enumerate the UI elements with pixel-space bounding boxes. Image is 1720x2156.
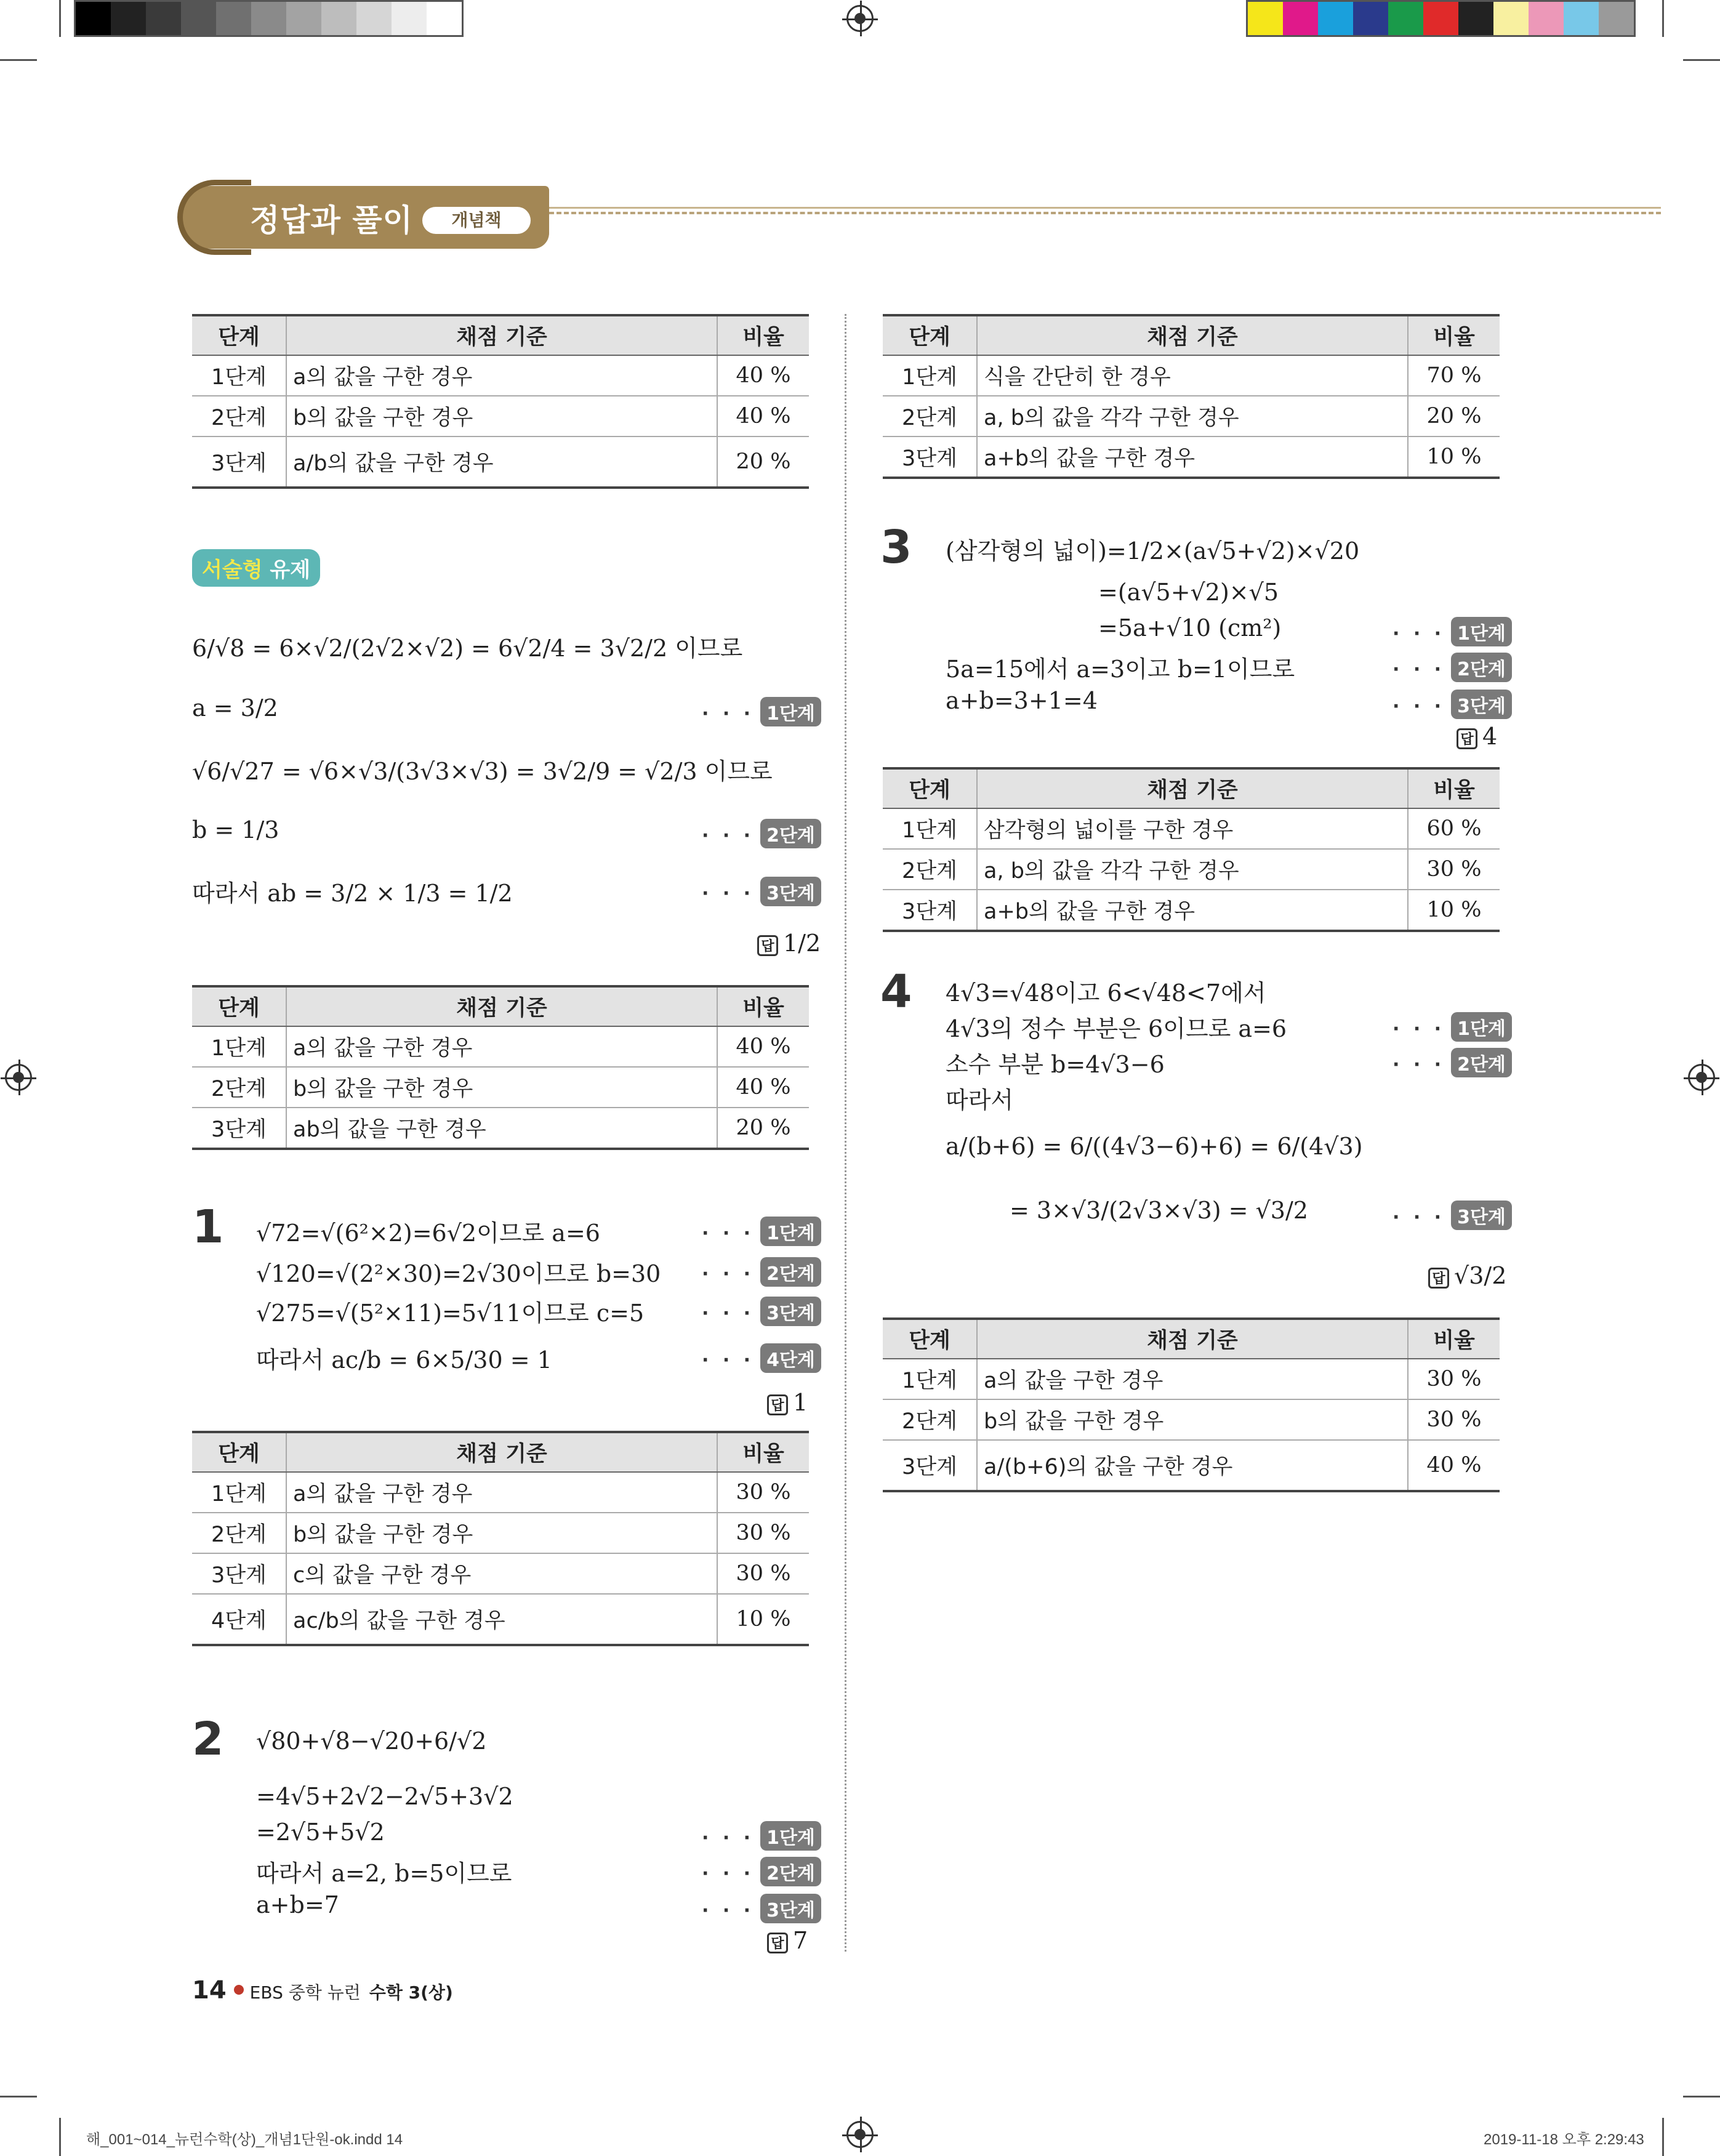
ratio-cell: 40 % <box>1408 1440 1500 1491</box>
table-row <box>192 1108 809 1149</box>
registration-mark-bottom <box>846 2121 874 2148</box>
answer-value: √3/2 <box>1454 1262 1507 1289</box>
stage-cell: 2단계 <box>192 1513 286 1553</box>
answer-value: 4 <box>1482 723 1498 750</box>
step-badge: 2단계 <box>760 819 821 848</box>
stage-cell: 3단계 <box>883 436 977 478</box>
criterion-cell: a의 값을 구한 경우 <box>286 1472 717 1513</box>
solution-line: 따라서 ac/b = 6×5/30 = 1 <box>256 1346 552 1374</box>
swatch <box>76 2 111 35</box>
stage-cell: 3단계 <box>192 436 286 488</box>
table-row <box>883 1399 1500 1440</box>
exercise-tag <box>192 549 320 587</box>
table-row <box>192 1553 809 1594</box>
col-header: 비율 <box>717 315 809 355</box>
page-footer <box>192 1976 453 2005</box>
header-rule <box>549 207 1661 209</box>
slug-file: 해_001~014_뉴런수학(상)_개념1단원-ok.indd 14 <box>86 2131 403 2148</box>
answer-value: 1/2 <box>783 930 821 957</box>
problem-number: 4 <box>880 965 912 1018</box>
crop-mark <box>1683 59 1720 61</box>
swatch <box>356 2 392 35</box>
table-row <box>192 1026 809 1067</box>
step-badge: 3단계 <box>760 1894 821 1923</box>
swatch <box>1388 2 1423 35</box>
ratio-cell: 10 % <box>1408 890 1500 931</box>
answer-mark-icon: 답 <box>767 1933 788 1953</box>
stage-cell: 1단계 <box>883 1359 977 1399</box>
swatch <box>286 2 321 35</box>
scoring-table <box>192 1431 809 1646</box>
step-badge: 1단계 <box>1451 1012 1512 1042</box>
swatch <box>1599 2 1634 35</box>
step-marker: · · · 3단계 <box>1392 690 1512 719</box>
criterion-cell: a의 값을 구한 경우 <box>286 355 717 396</box>
header-arc <box>177 180 251 255</box>
step-badge: 3단계 <box>760 1297 821 1326</box>
stage-cell: 2단계 <box>883 396 977 436</box>
answer-mark-icon: 답 <box>1457 728 1477 749</box>
swatch <box>1423 2 1458 35</box>
swatch <box>1564 2 1599 35</box>
criterion-cell: a/b의 값을 구한 경우 <box>286 436 717 488</box>
col-header: 단계 <box>192 986 286 1026</box>
solution-line: √6/√27 = √6×√3/(3√3×√3) = 3√2/9 = √2/3 이므로 <box>192 758 773 785</box>
step-marker: · · · 1단계 <box>1392 1012 1512 1042</box>
bullet-icon <box>234 1985 244 1995</box>
step-marker: · · · 3단계 <box>1392 1201 1512 1230</box>
criterion-cell: a/(b+6)의 값을 구한 경우 <box>977 1440 1408 1491</box>
step-marker: · · · 2단계 <box>702 1857 821 1886</box>
step-marker: · · · 2단계 <box>1392 1048 1512 1077</box>
step-marker: · · · 3단계 <box>702 1297 821 1326</box>
tag-part1: 서술형 <box>202 558 263 582</box>
crop-mark <box>1683 2096 1720 2098</box>
registration-mark-right <box>1688 1064 1715 1091</box>
crop-mark <box>59 0 61 37</box>
table-row <box>883 1359 1500 1399</box>
problem-number: 1 <box>192 1201 224 1253</box>
swatch <box>181 2 216 35</box>
subject: 수학 3(상) <box>369 1982 453 2003</box>
problem-number: 3 <box>880 521 912 574</box>
scoring-table <box>883 314 1500 479</box>
stage-cell: 2단계 <box>883 849 977 890</box>
criterion-cell: a의 값을 구한 경우 <box>977 1359 1408 1399</box>
step-badge: 1단계 <box>760 697 821 726</box>
table-row <box>883 436 1500 478</box>
step-marker: · · · 2단계 <box>702 1257 821 1287</box>
swatch <box>1458 2 1493 35</box>
criterion-cell: a+b의 값을 구한 경우 <box>977 890 1408 931</box>
col-header: 비율 <box>717 1432 809 1472</box>
col-header: 단계 <box>192 315 286 355</box>
stage-cell: 1단계 <box>192 1472 286 1513</box>
col-header: 비율 <box>717 986 809 1026</box>
criterion-cell: ac/b의 값을 구한 경우 <box>286 1594 717 1645</box>
scoring-table <box>883 1317 1500 1492</box>
table-row <box>883 849 1500 890</box>
publisher: EBS 중학 뉴런 <box>249 1982 361 2003</box>
step-badge: 1단계 <box>1451 617 1512 646</box>
swatch <box>427 2 462 35</box>
col-header: 채점 기준 <box>286 315 717 355</box>
col-header: 단계 <box>883 315 977 355</box>
header-dashed-rule <box>549 212 1661 214</box>
crop-mark <box>1662 2118 1664 2156</box>
section-badge: 개념책 <box>422 207 531 234</box>
swatch <box>1283 2 1318 35</box>
table-row <box>883 808 1500 849</box>
swatch <box>1529 2 1564 35</box>
answer <box>1428 1262 1506 1289</box>
table-row <box>192 1472 809 1513</box>
slug-date: 2019-11-18 오후 2:29:43 <box>1484 2131 1644 2148</box>
solution-line: b = 1/3 <box>192 816 279 843</box>
answer-value: 7 <box>793 1927 808 1954</box>
step-badge: 4단계 <box>760 1343 821 1373</box>
ratio-cell: 40 % <box>717 355 809 396</box>
ratio-cell: 20 % <box>717 1108 809 1149</box>
stage-cell: 2단계 <box>192 1067 286 1108</box>
col-header: 비율 <box>1408 315 1500 355</box>
crop-mark <box>0 59 37 61</box>
crop-mark <box>0 2096 37 2098</box>
swatch <box>111 2 146 35</box>
swatch <box>1318 2 1353 35</box>
grayscale-bar <box>74 0 464 37</box>
table-row <box>192 1594 809 1645</box>
step-marker: · · · 1단계 <box>702 1821 821 1851</box>
scoring-table <box>192 985 809 1150</box>
scoring-table <box>192 314 809 489</box>
step-marker: · · · 1단계 <box>1392 617 1512 646</box>
step-badge: 2단계 <box>760 1857 821 1886</box>
stage-cell: 1단계 <box>883 355 977 396</box>
criterion-cell: a, b의 값을 각각 구한 경우 <box>977 396 1408 436</box>
stage-cell: 2단계 <box>192 396 286 436</box>
swatch <box>1248 2 1283 35</box>
page-number: 14 <box>192 1976 227 2005</box>
table-row <box>883 396 1500 436</box>
col-header: 채점 기준 <box>286 1432 717 1472</box>
solution-line: √120=√(2²×30)=2√30이므로 b=30 <box>256 1260 661 1287</box>
col-header: 채점 기준 <box>977 1319 1408 1359</box>
solution-line: 4√3의 정수 부분은 6이므로 a=6 <box>946 1015 1287 1042</box>
criterion-cell: 삼각형의 넓이를 구한 경우 <box>977 808 1408 849</box>
ratio-cell: 10 % <box>717 1594 809 1645</box>
solution-line: 소수 부분 b=4√3−6 <box>946 1051 1165 1078</box>
stage-cell: 3단계 <box>883 890 977 931</box>
ratio-cell: 30 % <box>1408 1399 1500 1440</box>
swatch <box>321 2 356 35</box>
table-row <box>192 1067 809 1108</box>
crop-mark <box>1662 0 1664 37</box>
col-header: 단계 <box>883 768 977 808</box>
step-badge: 2단계 <box>1451 653 1512 682</box>
swatch <box>216 2 251 35</box>
ratio-cell: 30 % <box>717 1472 809 1513</box>
swatch <box>146 2 181 35</box>
section-title: 정답과 풀이 <box>250 203 413 238</box>
step-badge: 3단계 <box>760 877 821 906</box>
col-header: 단계 <box>192 1432 286 1472</box>
ratio-cell: 40 % <box>717 1067 809 1108</box>
solution-line: √80+√8−√20+6/√2 <box>256 1728 487 1755</box>
swatch <box>1493 2 1529 35</box>
solution-line: 4√3=√48이고 6<√48<7에서 <box>946 979 1266 1007</box>
crop-mark <box>59 2118 61 2156</box>
solution-line: a+b=3+1=4 <box>946 687 1098 714</box>
answer <box>767 1927 808 1954</box>
table-row <box>192 355 809 396</box>
step-badge: 1단계 <box>760 1821 821 1851</box>
step-marker: · · · 3단계 <box>702 1894 821 1923</box>
solution-line: = 3×√3/(2√3×√3) = √3/2 <box>1010 1197 1308 1224</box>
col-header: 채점 기준 <box>977 768 1408 808</box>
stage-cell: 3단계 <box>883 1440 977 1491</box>
step-badge: 3단계 <box>1451 690 1512 719</box>
step-badge: 2단계 <box>1451 1048 1512 1077</box>
ratio-cell: 30 % <box>1408 849 1500 890</box>
answer <box>757 930 821 957</box>
ratio-cell: 60 % <box>1408 808 1500 849</box>
column-divider <box>845 314 846 1952</box>
ratio-cell: 40 % <box>717 396 809 436</box>
color-bar <box>1246 0 1636 37</box>
solution-line: (삼각형의 넓이)=1/2×(a√5+√2)×√20 <box>946 537 1360 565</box>
stage-cell: 3단계 <box>192 1553 286 1594</box>
table-row <box>883 1440 1500 1491</box>
col-header: 비율 <box>1408 1319 1500 1359</box>
solution-line: =4√5+2√2−2√5+3√2 <box>256 1783 513 1810</box>
answer-mark-icon: 답 <box>1428 1268 1449 1289</box>
solution-line: a = 3/2 <box>192 694 278 722</box>
stage-cell: 1단계 <box>883 808 977 849</box>
solution-line: 5a=15에서 a=3이고 b=1이므로 <box>946 656 1295 683</box>
criterion-cell: b의 값을 구한 경우 <box>286 1067 717 1108</box>
table-row <box>883 890 1500 931</box>
table-row <box>192 436 809 488</box>
problem-number: 2 <box>192 1713 224 1766</box>
step-marker: · · · 1단계 <box>702 1217 821 1246</box>
criterion-cell: b의 값을 구한 경우 <box>286 396 717 436</box>
ratio-cell: 20 % <box>1408 396 1500 436</box>
ratio-cell: 30 % <box>717 1553 809 1594</box>
col-header: 채점 기준 <box>977 315 1408 355</box>
step-badge: 2단계 <box>760 1257 821 1287</box>
stage-cell: 1단계 <box>192 1026 286 1067</box>
criterion-cell: a, b의 값을 각각 구한 경우 <box>977 849 1408 890</box>
step-marker: · · · 2단계 <box>1392 653 1512 682</box>
solution-line: √275=√(5²×11)=5√11이므로 c=5 <box>256 1300 645 1327</box>
answer <box>1457 723 1497 750</box>
solution-line: 따라서 <box>946 1087 1014 1114</box>
solution-line: =(a√5+√2)×√5 <box>1098 579 1279 606</box>
ratio-cell: 10 % <box>1408 436 1500 478</box>
solution-line: 따라서 a=2, b=5이므로 <box>256 1860 512 1887</box>
stage-cell: 1단계 <box>192 355 286 396</box>
step-marker: · · · 2단계 <box>702 819 821 848</box>
criterion-cell: a의 값을 구한 경우 <box>286 1026 717 1067</box>
step-marker: · · · 3단계 <box>702 877 821 906</box>
col-header: 채점 기준 <box>286 986 717 1026</box>
step-marker: · · · 1단계 <box>702 697 821 726</box>
criterion-cell: c의 값을 구한 경우 <box>286 1553 717 1594</box>
criterion-cell: ab의 값을 구한 경우 <box>286 1108 717 1149</box>
criterion-cell: a+b의 값을 구한 경우 <box>977 436 1408 478</box>
swatch <box>392 2 427 35</box>
solution-line: 따라서 ab = 3/2 × 1/3 = 1/2 <box>192 880 513 907</box>
solution-line: √72=√(6²×2)=6√2이므로 a=6 <box>256 1220 600 1247</box>
answer-mark-icon: 답 <box>757 935 778 956</box>
step-badge: 1단계 <box>760 1217 821 1246</box>
answer-value: 1 <box>793 1389 808 1416</box>
swatch <box>1353 2 1388 35</box>
criterion-cell: b의 값을 구한 경우 <box>977 1399 1408 1440</box>
solution-line: a+b=7 <box>256 1891 339 1918</box>
ratio-cell: 70 % <box>1408 355 1500 396</box>
solution-line: 6/√8 = 6×√2/(2√2×√2) = 6√2/4 = 3√2/2 이므로 <box>192 635 743 662</box>
answer <box>767 1389 808 1416</box>
solution-line: a/(b+6) = 6/((4√3−6)+6) = 6/(4√3) <box>946 1133 1363 1160</box>
registration-mark-top <box>846 5 874 32</box>
ratio-cell: 20 % <box>717 436 809 488</box>
criterion-cell: b의 값을 구한 경우 <box>286 1513 717 1553</box>
solution-line: =5a+√10 (cm²) <box>1098 614 1282 642</box>
criterion-cell: 식을 간단히 한 경우 <box>977 355 1408 396</box>
ratio-cell: 40 % <box>717 1026 809 1067</box>
ratio-cell: 30 % <box>717 1513 809 1553</box>
ratio-cell: 30 % <box>1408 1359 1500 1399</box>
registration-mark-left <box>5 1064 32 1091</box>
swatch <box>251 2 286 35</box>
step-badge: 3단계 <box>1451 1201 1512 1230</box>
stage-cell: 4단계 <box>192 1594 286 1645</box>
table-row <box>192 1513 809 1553</box>
step-marker: · · · 4단계 <box>702 1343 821 1373</box>
col-header: 단계 <box>883 1319 977 1359</box>
scoring-table <box>883 767 1500 932</box>
stage-cell: 2단계 <box>883 1399 977 1440</box>
stage-cell: 3단계 <box>192 1108 286 1149</box>
col-header: 비율 <box>1408 768 1500 808</box>
answer-mark-icon: 답 <box>767 1394 788 1415</box>
table-row <box>192 396 809 436</box>
tag-part2: 유제 <box>270 558 311 582</box>
solution-line: =2√5+5√2 <box>256 1819 385 1846</box>
table-row <box>883 355 1500 396</box>
